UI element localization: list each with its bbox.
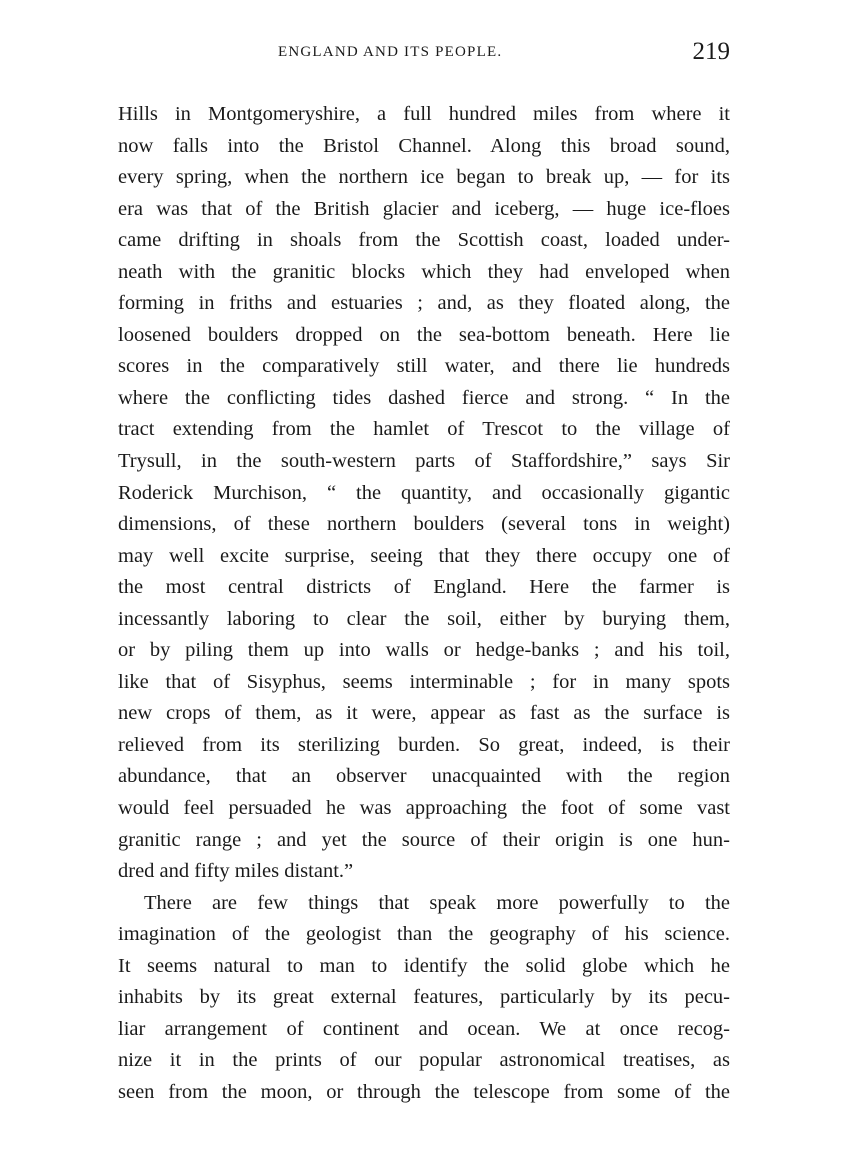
text-line: Roderick Murchison, “ the quantity, and occasionally gigantic	[118, 481, 730, 504]
text-line: relieved from its sterilizing burden. So great, indeed, is their	[118, 733, 730, 756]
text-line: would feel persuaded he was approaching the foot of some vast	[118, 797, 730, 820]
text-line: inhabits by its great external features, particularly by its pecu-	[118, 986, 730, 1009]
text-line: nize it in the prints of our popular astronomical treatises, as	[118, 1049, 730, 1072]
text-line: where the conflicting tides dashed fierce and strong. “ In the	[118, 386, 730, 409]
page-number: 219	[692, 38, 730, 65]
text-line: or by piling them up into walls or hedge-banks ; and his toil,	[118, 639, 730, 662]
text-line: may well excite surprise, seeing that they there occupy one of	[118, 544, 730, 567]
text-line: incessantly laboring to clear the soil, either by burying them,	[118, 607, 730, 630]
text-line: It seems natural to man to identify the solid globe which he	[118, 954, 730, 977]
text-line: abundance, that an observer unacquainted with the region	[118, 765, 730, 788]
text-line: Hills in Montgomeryshire, a full hundred miles from where it	[118, 103, 730, 125]
text-line: There are few things that speak more powerfully to the	[144, 891, 730, 914]
text-line: new crops of them, as it were, appear as fast as the surface is	[118, 702, 730, 725]
text-line: scores in the comparatively still water, and there lie hundreds	[118, 355, 730, 378]
text-line: came drifting in shoals from the Scottish coast, loaded under-	[118, 229, 730, 252]
running-title: ENGLAND AND ITS PEOPLE.	[278, 44, 503, 60]
text-line: era was that of the British glacier and iceberg, — huge ice-floes	[118, 197, 730, 220]
text-line: dred and fifty miles distant.”	[118, 860, 354, 883]
paragraph-2	[118, 888, 730, 1109]
text-line: tract extending from the hamlet of Trescot to the village of	[118, 418, 730, 441]
text-line: every spring, when the northern ice began to break up, — for its	[118, 166, 730, 189]
text-line: imagination of the geologist than the geography of his science.	[118, 923, 730, 946]
text-line: liar arrangement of continent and ocean. We at once recog-	[118, 1017, 730, 1040]
text-line: granitic range ; and yet the source of their origin is one hun-	[118, 828, 730, 851]
text-line: seen from the moon, or through the telescope from some of the	[118, 1080, 730, 1103]
text-line: forming in friths and estuaries ; and, as they floated along, the	[118, 292, 730, 315]
text-line: Trysull, in the south-western parts of Staffordshire,” says Sir	[118, 450, 730, 473]
paragraph-1	[118, 99, 730, 888]
text-line: now falls into the Bristol Channel. Along this broad sound,	[118, 134, 730, 157]
text-line: like that of Sisyphus, seems interminable ; for in many spots	[118, 670, 730, 693]
text-line: dimensions, of these northern boulders (several tons in weight)	[118, 513, 730, 536]
text-line: neath with the granitic blocks which they had enveloped when	[118, 260, 730, 283]
body-text	[118, 99, 730, 1109]
running-head	[118, 38, 730, 74]
text-line: the most central districts of England. Here the farmer is	[118, 576, 730, 599]
text-line: loosened boulders dropped on the sea-bottom beneath. Here lie	[118, 323, 730, 346]
